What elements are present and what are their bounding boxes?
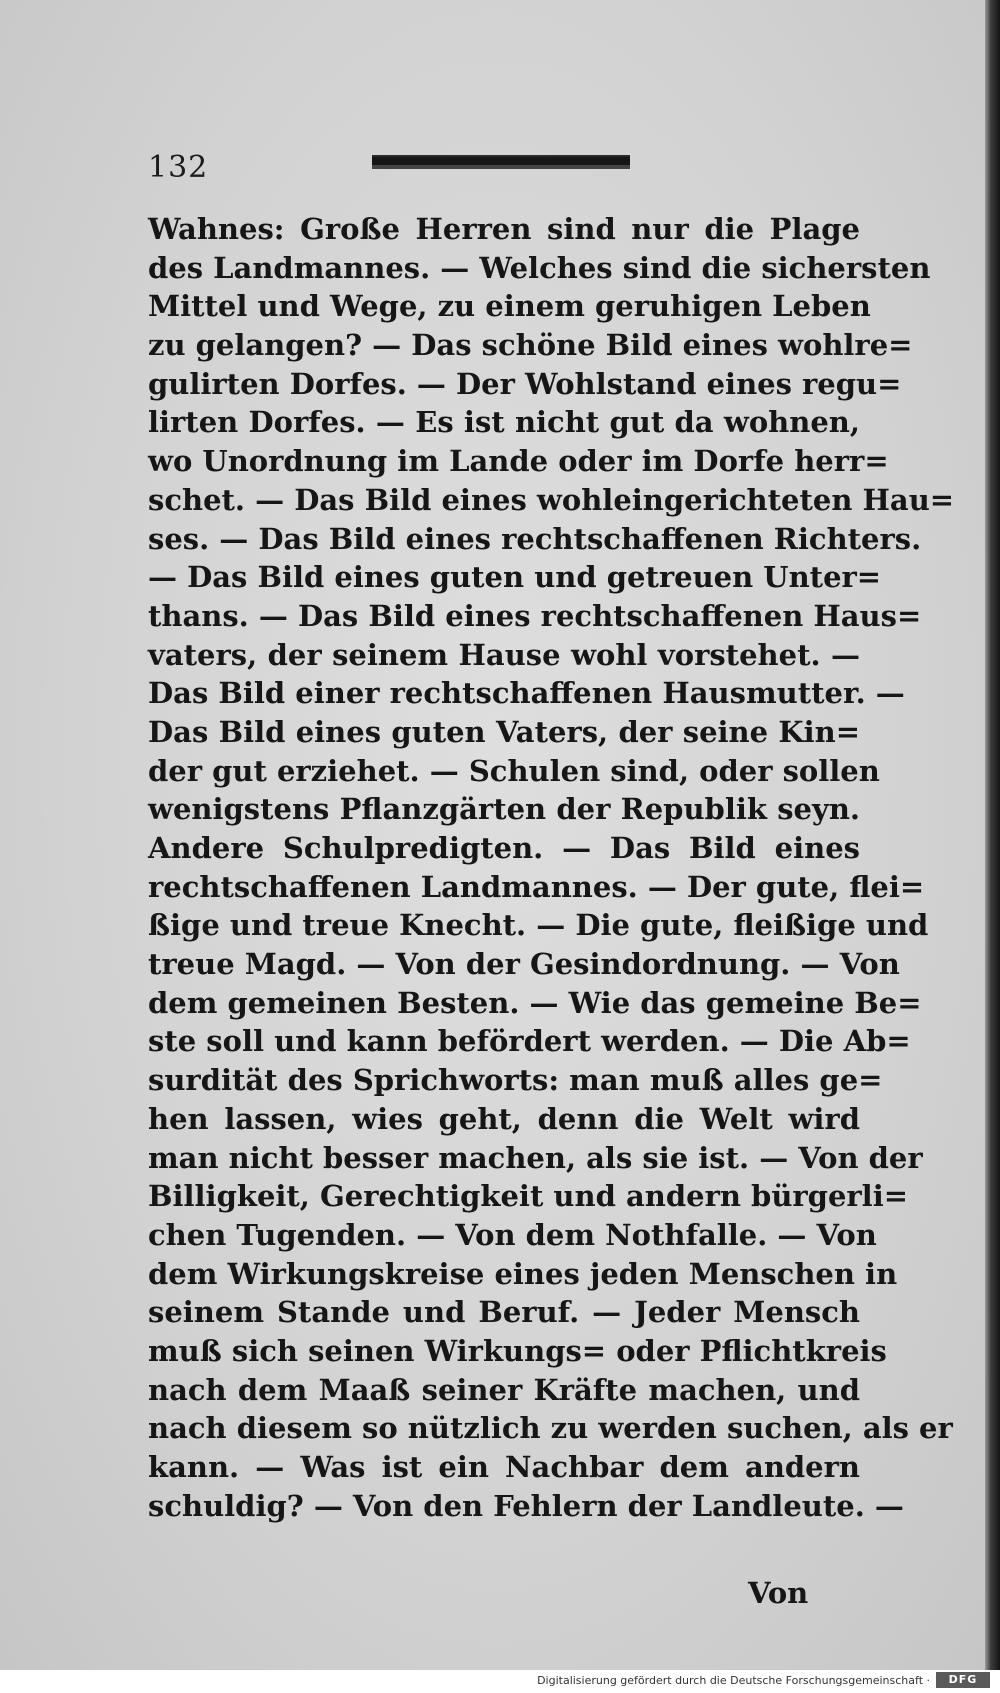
text-line: Billigkeit, Gerechtigkeit und andern bürgerli=: [148, 1179, 909, 1214]
text-line: schuldig? — Von den Fehlern der Landleute. —: [148, 1488, 904, 1523]
body-text: [148, 210, 955, 1525]
text-line: schet. — Das Bild eines wohleingerichteten Hau=: [148, 482, 955, 517]
text-line: Andere Schulpredigten. — Das Bild eines: [148, 831, 860, 865]
text-line: Mittel und Wege, zu einem geruhigen Leben: [148, 289, 871, 324]
text-line: nach diesem so nützlich zu werden suchen, als er: [148, 1411, 953, 1446]
text-line: Das Bild einer rechtschaffenen Hausmutter. —: [148, 676, 905, 711]
text-line: ßige und treue Knecht. — Die gute, fleißige und: [148, 908, 929, 943]
text-line: hen lassen, wies geht, denn die Welt wird: [148, 1101, 860, 1136]
dfg-logo: DFG: [936, 1672, 990, 1688]
text-line: chen Tugenden. — Von dem Nothfalle. — Von: [148, 1217, 877, 1252]
catchword: Von: [748, 1576, 809, 1610]
text-line: man nicht besser machen, als sie ist. — Von der: [148, 1140, 923, 1175]
text-line: rechtschaffenen Landmannes. — Der gute, flei=: [148, 869, 925, 904]
text-line: nach dem Maaß seiner Kräfte machen, und: [148, 1372, 860, 1407]
text-line: wenigstens Pflanzgärten der Republik seyn.: [148, 792, 860, 827]
text-line: — Das Bild eines guten und getreuen Unter=: [148, 560, 882, 595]
text-line: dem gemeinen Besten. — Wie das gemeine Be=: [148, 985, 922, 1020]
text-line: gulirten Dorfes. — Der Wohlstand eines regu=: [148, 366, 902, 401]
text-line: vaters, der seinem Hause wohl vorstehet. —: [148, 637, 860, 672]
text-line: surdität des Sprichworts: man muß alles ge=: [148, 1063, 883, 1098]
text-line: dem Wirkungskreise eines jeden Menschen in: [148, 1256, 898, 1291]
text-line: kann. — Was ist ein Nachbar dem andern: [148, 1450, 860, 1484]
text-line: ses. — Das Bild eines rechtschaffenen Richters.: [148, 521, 922, 556]
digitization-credit: Digitalisierung gefördert durch die Deutsche Forschungsgemeinschaft ·: [537, 1674, 930, 1687]
text-line: ste soll und kann befördert werden. — Die Ab=: [148, 1024, 911, 1059]
text-line: der gut erziehet. — Schulen sind, oder sollen: [148, 753, 880, 788]
text-line: Das Bild eines guten Vaters, der seine Kin=: [148, 714, 860, 749]
page-number: 132: [148, 150, 209, 185]
text-line: Wahnes: Große Herren sind nur die Plage: [148, 212, 860, 246]
text-line: muß sich seinen Wirkungs= oder Pflichtkreis: [148, 1333, 887, 1368]
page-edge-shadow: [985, 0, 1000, 1670]
text-line: lirten Dorfes. — Es ist nicht gut da wohnen,: [148, 405, 860, 440]
text-line: des Landmannes. — Welches sind die sichersten: [148, 250, 931, 285]
text-line: treue Magd. — Von der Gesindordnung. — Von: [148, 947, 900, 982]
text-line: thans. — Das Bild eines rechtschaffenen Haus=: [148, 598, 922, 633]
text-line: seinem Stande und Beruf. — Jeder Mensch: [148, 1295, 860, 1330]
header-rule: [372, 155, 630, 169]
text-line: zu gelangen? — Das schöne Bild eines wohlre=: [148, 328, 913, 363]
text-line: wo Unordnung im Lande oder im Dorfe herr=: [148, 444, 889, 479]
